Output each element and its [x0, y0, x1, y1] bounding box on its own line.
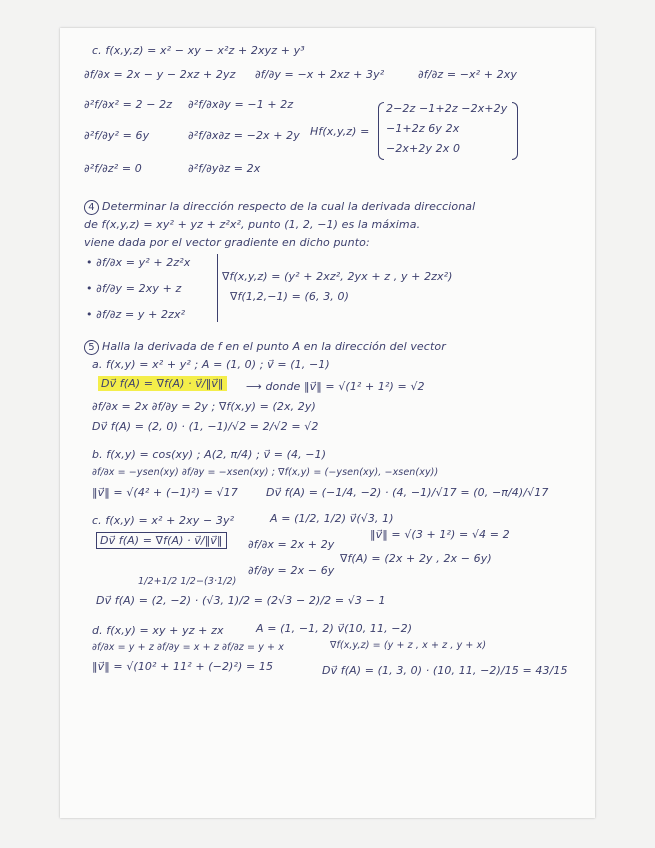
ex4-divider	[217, 254, 218, 322]
ex5-title	[84, 340, 446, 355]
ex5a-statement: a. f(x,y) = x² + y² ; A = (1, 0) ; v⃗ = (1, −1)	[92, 358, 330, 371]
ex5c-dfdx: ∂f/∂x = 2x + 2y	[248, 538, 335, 551]
ex5a-result: Dv⃗ f(A) = (2, 0) · (1, −1)/√2 = 2/√2 = √2	[92, 420, 319, 433]
ex5c-substitution-hint: 1/2+1/2 1/2−(3·1/2)	[138, 576, 237, 587]
partc-d2fdxdz: ∂²f/∂x∂z = −2x + 2y	[188, 129, 300, 142]
partc-dfdz: ∂f/∂z = −x² + 2xy	[418, 68, 518, 81]
ex5a-norm: ⟶ donde ‖v⃗‖ = √(1² + 1²) = √2	[246, 380, 425, 393]
ex5c-point: A = (1/2, 1/2) v⃗(√3, 1)	[270, 512, 394, 525]
ex5d-partials: ∂f/∂x = y + z ∂f/∂y = x + z ∂f/∂z = y + x	[92, 642, 284, 653]
partc-dfdx: ∂f/∂x = 2x − y − 2xz + 2yz	[84, 68, 236, 81]
ex4-line1	[84, 200, 475, 215]
ex5d-norm: ‖v⃗‖ = √(10² + 11² + (−2)²) = 15	[92, 660, 274, 673]
ex4-gradient-at-point: ∇f(1,2,−1) = (6, 3, 0)	[230, 290, 349, 303]
ex5d-statement: d. f(x,y) = xy + yz + zx	[92, 624, 224, 637]
ex5a-partials: ∂f/∂x = 2x ∂f/∂y = 2y ; ∇f(x,y) = (2x, 2y)	[92, 400, 316, 413]
partc-d2fdy2: ∂²f/∂y² = 6y	[84, 129, 150, 142]
ex5b-partials: ∂f/∂x = −ysen(xy) ∂f/∂y = −xsen(xy) ; ∇f(x,y) = (−ysen(xy), −xsen(xy))	[92, 467, 439, 478]
ex5-statement: Halla la derivada de f en el punto A en la dirección del vector	[102, 340, 446, 353]
hessian-label: Hf(x,y,z) =	[310, 125, 370, 138]
notebook-page	[60, 28, 595, 818]
ex4-line2: de f(x,y,z) = xy² + yz + z²x², punto (1, 2, −1) es la máxima.	[84, 218, 421, 231]
ex5d-point: A = (1, −1, 2) v⃗(10, 11, −2)	[256, 622, 413, 635]
ex5a-formula-highlighted: Dv⃗ f(A) = ∇f(A) · v⃗/‖v⃗‖	[98, 376, 227, 391]
ex5b-statement: b. f(x,y) = cos(xy) ; A(2, π/4) ; v⃗ = (4, −1)	[92, 448, 327, 461]
partc-function: c. f(x,y,z) = x² − xy − x²z + 2xyz + y³	[92, 44, 305, 57]
ex5d-result: Dv⃗ f(A) = (1, 3, 0) · (10, 11, −2)/15 = 43/15	[322, 664, 568, 677]
ex4-number: 4	[84, 200, 99, 215]
ex5c-gradient: ∇f(A) = (2x + 2y , 2x − 6y)	[340, 552, 492, 565]
ex5c-statement: c. f(x,y) = x² + 2xy − 3y²	[92, 514, 235, 527]
partc-d2fdydz: ∂²f/∂y∂z = 2x	[188, 162, 261, 175]
hessian-row-3: −2x+2y 2x 0	[386, 142, 461, 155]
ex4-partial-y: • ∂f/∂y = 2xy + z	[86, 282, 182, 295]
ex5-number: 5	[84, 340, 99, 355]
hessian-row-2: −1+2z 6y 2x	[386, 122, 460, 135]
ex5c-norm: ‖v⃗‖ = √(3 + 1²) = √4 = 2	[370, 528, 510, 541]
ex4-gradient: ∇f(x,y,z) = (y² + 2xz², 2yx + z , y + 2zx²)	[222, 270, 453, 283]
ex5d-gradient: ∇f(x,y,z) = (y + z , x + z , y + x)	[330, 640, 487, 651]
hessian-row-1: 2−2z −1+2z −2x+2y	[386, 102, 508, 115]
hessian-bracket-right	[512, 102, 518, 160]
ex5c-formula-boxed: Dv⃗ f(A) = ∇f(A) · v⃗/‖v⃗‖	[96, 532, 227, 549]
ex4-line3: viene dada por el vector gradiente en dicho punto:	[84, 236, 370, 249]
partc-d2fdxdy: ∂²f/∂x∂y = −1 + 2z	[188, 98, 294, 111]
partc-d2fdx2: ∂²f/∂x² = 2 − 2z	[84, 98, 173, 111]
ex4-partial-x: • ∂f/∂x = y² + 2z²x	[86, 256, 191, 269]
hessian-bracket-left	[378, 102, 384, 160]
partc-d2fdz2: ∂²f/∂z² = 0	[84, 162, 142, 175]
partc-dfdy: ∂f/∂y = −x + 2xz + 3y²	[255, 68, 385, 81]
ex4-statement-1: Determinar la dirección respecto de la cual la derivada direccional	[102, 200, 476, 213]
ex5c-result: Dv⃗ f(A) = (2, −2) · (√3, 1)/2 = (2√3 − 2)/2 = √3 − 1	[96, 594, 386, 607]
ex4-partial-z: • ∂f/∂z = y + 2zx²	[86, 308, 186, 321]
ex5c-dfdy: ∂f/∂y = 2x − 6y	[248, 564, 335, 577]
ex5b-norm: ‖v⃗‖ = √(4² + (−1)²) = √17	[92, 486, 238, 499]
ex5b-result: Dv⃗ f(A) = (−1/4, −2) · (4, −1)/√17 = (0, −π/4)/√17	[266, 486, 549, 499]
